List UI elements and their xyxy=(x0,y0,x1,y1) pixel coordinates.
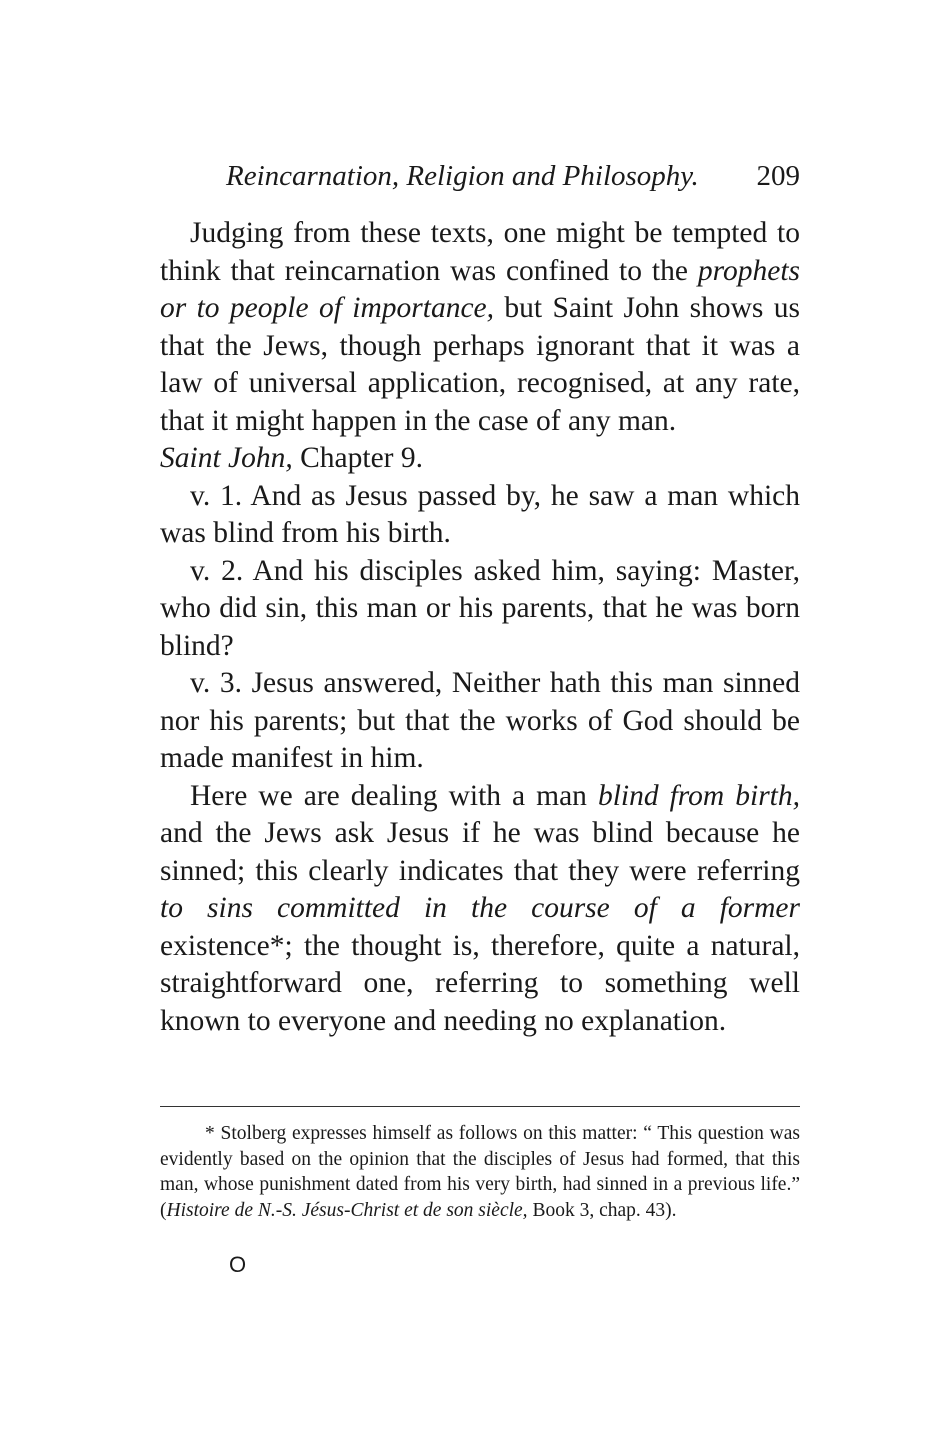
chapter-number: Chapter 9. xyxy=(292,442,424,474)
footnote xyxy=(160,1121,800,1223)
signature-mark: O xyxy=(229,1252,247,1277)
paragraph-2-italic-2: to sins committed in the course of a former xyxy=(160,892,800,924)
paragraph-2-text: Here we are dealing with a man xyxy=(190,779,598,812)
verse-1: v. 1. And as Jesus passed by, he saw a man which was blind from his birth. xyxy=(160,479,800,549)
footnote-divider xyxy=(160,1106,800,1107)
running-title: Reincarnation, Religion and Philosophy. xyxy=(226,160,699,192)
paragraph-1-italic: prophets or to people of importance, xyxy=(160,254,800,324)
footnote-paragraph xyxy=(160,1121,800,1223)
page-number: 209 xyxy=(756,160,800,192)
running-header xyxy=(160,156,800,196)
main-text xyxy=(160,215,800,1040)
footnote-title: Histoire de N.-S. Jésus-Christ et de son siècle, xyxy=(166,1199,528,1221)
verse-3: v. 3. Jesus answered, Neither hath this man sinned nor his parents; but that the works of God should be made manifest in him. xyxy=(160,667,800,774)
paragraph-2-middle: and the Jews ask Jesus if he was blind because he sinned; this clearly indicates that they were referring xyxy=(160,817,800,887)
verse-2: v. 2. And his disciples asked him, saying: Master, who did sin, this man or his parents, that he was born blind? xyxy=(160,554,800,662)
chapter-reference xyxy=(160,440,800,478)
paragraph-2-rest: existence*; the thought is, therefore, quite a natural, straightforward one, referring to something well known to everyone and needing no explanation. xyxy=(160,929,800,1037)
paragraph-1-rest: but Saint John shows us that the Jews, though perhaps ignorant that it was a law of universal application, recognised, at any rate, that it might happen in the case of any man. xyxy=(160,292,800,437)
paragraph-2 xyxy=(160,778,800,1041)
paragraph-1-text: Judging from these texts, one might be tempted to think that reincarnation was confined to the xyxy=(160,217,800,287)
paragraph-2-italic: blind from birth, xyxy=(597,779,800,812)
footnote-text: * Stolberg expresses himself as follows on this matter: “ This question was evidently based on the opinion that the disciples of Jesus had formed, that this man, whose punishment dated from his very birth, had sinned in a previous life.” ( xyxy=(160,1123,800,1221)
paragraph-1 xyxy=(160,215,800,440)
chapter-book: Saint John, xyxy=(160,442,293,474)
footnote-citation: Book 3, chap. 43). xyxy=(527,1199,677,1221)
